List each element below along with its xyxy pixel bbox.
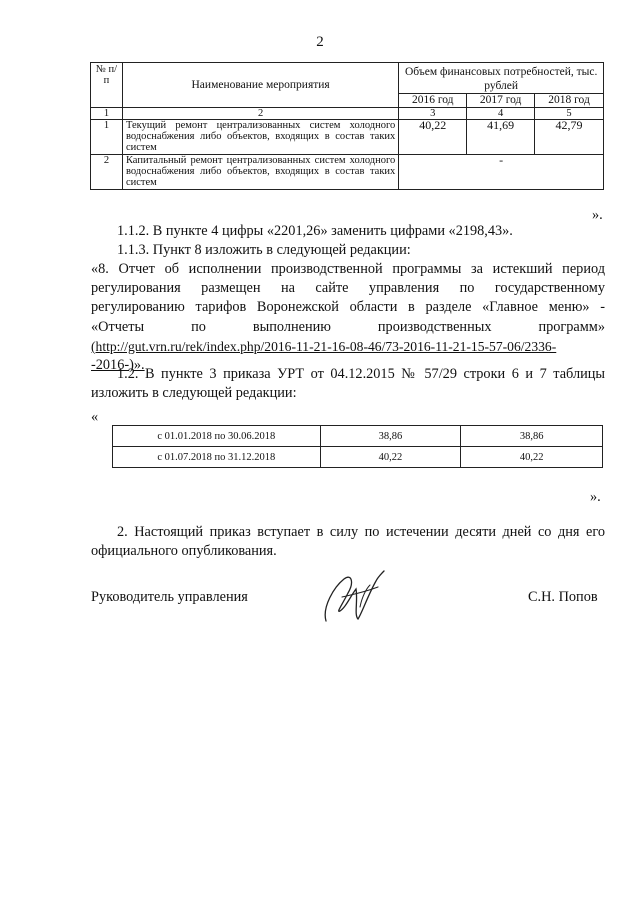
handwritten-signature [320, 567, 390, 627]
paragraph-1-2 [91, 365, 605, 403]
index-cell: 2 [122, 108, 398, 120]
table1-closing: ». [592, 207, 603, 223]
paragraph-line: регулированию тарифов Воронежской области в разделе «Главное меню» - [91, 299, 605, 316]
table2-open-quote: « [91, 409, 99, 425]
row-num: 1 [91, 120, 123, 155]
page-number: 2 [316, 34, 324, 50]
index-cell: 1 [91, 108, 123, 120]
paragraph-line: «Отчеты по выполнению производственных программ» [91, 318, 605, 335]
paragraph-line: изложить в следующей редакции: [91, 385, 297, 402]
header-year-2016: 2016 год [399, 94, 467, 108]
index-cell: 4 [467, 108, 535, 120]
paragraph-line: регулирования размещен на сайте управления по государственному [91, 280, 605, 297]
final-paragraph [91, 523, 605, 561]
paragraph-line: «8. Отчет об исполнении производственной программы за истекший период [91, 261, 605, 277]
paragraph-line: 2. Настоящий приказ вступает в силу по истечении десяти дней со дня его [117, 524, 605, 540]
table-index-row [91, 108, 604, 120]
paragraph-8 [91, 260, 605, 375]
financial-needs-table [90, 62, 604, 190]
row-num: 2 [91, 155, 123, 190]
period-cell: с 01.01.2018 по 30.06.2018 [113, 426, 321, 447]
header-volume: Объем финансовых потребностей, тыс. рублей [399, 63, 604, 94]
table2-closing: ». [590, 489, 601, 505]
paragraph-1-1-3: 1.1.3. Пункт 8 изложить в следующей редакции: [117, 242, 411, 258]
row-name: Капитальный ремонт централизованных систем холодного водоснабжения либо объектов, входящих в состав таких систем [122, 155, 398, 190]
header-year-2017: 2017 год [467, 94, 535, 108]
header-num: № п/п [91, 63, 123, 108]
paragraph-line: официального опубликования. [91, 543, 277, 560]
value-cell: 38,86 [461, 426, 603, 447]
paragraph-line: 1.2. В пункте 3 приказа УРТ от 04.12.2015 № 57/29 строки 6 и 7 таблицы [117, 366, 605, 382]
row-value-2017: 41,69 [467, 120, 535, 155]
period-cell: с 01.07.2018 по 31.12.2018 [113, 447, 321, 468]
row-merged-value: - [399, 155, 604, 190]
table-header-row [91, 63, 604, 94]
header-name: Наименование мероприятия [122, 63, 398, 108]
header-year-2018: 2018 год [535, 94, 604, 108]
table-row [113, 426, 603, 447]
value-cell: 40,22 [320, 447, 461, 468]
index-cell: 5 [535, 108, 604, 120]
row-name: Текущий ремонт централизованных систем холодного водоснабжения либо объектов, входящих в состав таких систем [122, 120, 398, 155]
table-row [91, 120, 604, 155]
paragraph-1-1-2: 1.1.2. В пункте 4 цифры «2201,26» заменить цифрами «2198,43». [117, 223, 513, 239]
table-row [113, 447, 603, 468]
signatory-name: С.Н. Попов [528, 589, 598, 605]
table-row [91, 155, 604, 190]
row-value-2016: 40,22 [399, 120, 467, 155]
report-link-end[interactable]: -2016-)». [91, 357, 145, 374]
value-cell: 40,22 [461, 447, 603, 468]
value-cell: 38,86 [320, 426, 461, 447]
tariff-rows-table [112, 425, 603, 468]
row-value-2018: 42,79 [535, 120, 604, 155]
signatory-title: Руководитель управления [91, 589, 248, 605]
index-cell: 3 [399, 108, 467, 120]
report-link[interactable]: (http://gut.vrn.ru/rek/index.php/2016-11-21-16-08-46/73-2016-11-21-15-57-06/2336- [91, 338, 557, 354]
